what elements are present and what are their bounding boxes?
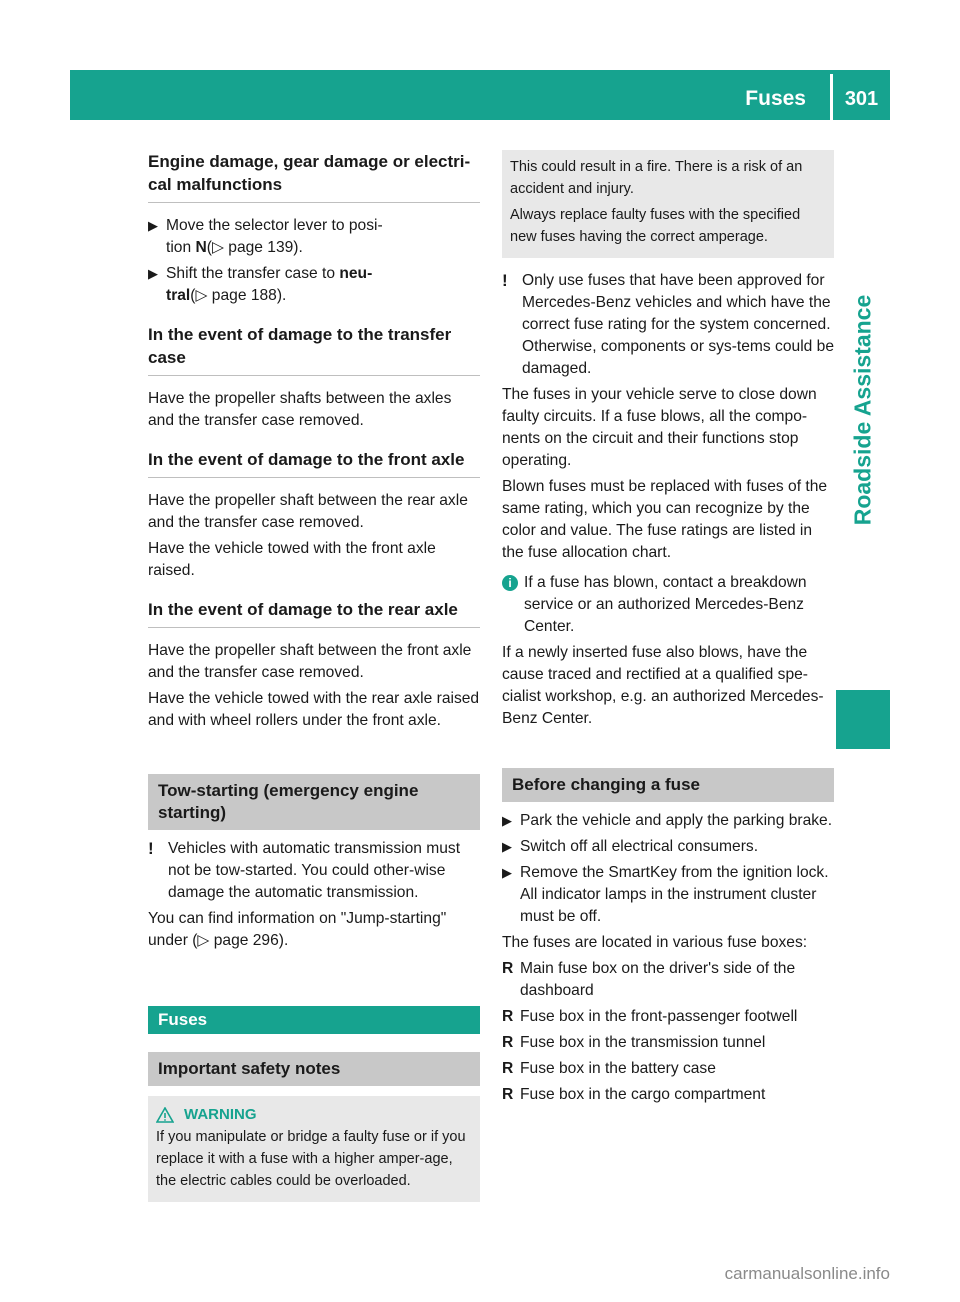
page-number: 301 (844, 88, 879, 110)
side-tab (836, 120, 890, 680)
step-text: Park the vehicle and apply the parking brake. (520, 812, 833, 829)
step-note: All indicator lamps in the instrument cluster must be off. (520, 886, 817, 925)
warning-text: This could result in a fire. There is a risk of an accident and injury. (510, 159, 803, 197)
step-bold: N (195, 239, 207, 256)
note-text: Only use fuses that have been approved for Mercedes-Benz vehicles and which have the correct fuse rating for the system concerned. Otherwise, components or sys-tems could be damaged. (522, 272, 835, 377)
paragraph: The fuses in your vehicle serve to close down faulty circuits. If a fuse blows, all the compo-nents on the circuit and their functions stop operating. (502, 386, 817, 469)
info-text: If a fuse has blown, contact a breakdown service or an authorized Mercedes-Benz Center. (524, 574, 807, 635)
step-bold: tral (166, 287, 191, 304)
section-before-changing: Before changing a fuse (502, 768, 834, 802)
fuse-box-list (502, 958, 834, 1106)
step-arrow-icon: ▶ (148, 266, 158, 281)
bullet-icon: R (502, 1008, 514, 1025)
warning-text: If you manipulate or bridge a faulty fuse or if you replace it with a fuse with a higher amper-age, the electric cables could be overloaded. (156, 1129, 466, 1189)
left-column (148, 150, 480, 1202)
list-item (502, 1032, 834, 1054)
warning-triangle-icon (156, 1107, 174, 1123)
side-tab-block (836, 690, 890, 749)
watermark: carmanualsonline.info (724, 1264, 890, 1283)
bullet-icon: R (502, 960, 514, 977)
note-text: Vehicles with automatic transmission must not be tow-started. You could other-wise damage the automatic transmission. (168, 840, 461, 901)
list-item-text: Fuse box in the cargo compartment (520, 1086, 766, 1103)
step-arrow-icon: ▶ (148, 218, 158, 233)
step-text: Move the selector lever to posi- (166, 217, 383, 234)
warning-label: WARNING (184, 1106, 257, 1123)
paragraph: Have the propeller shaft between the rear axle and the transfer case removed. (148, 492, 468, 531)
section-tow-starting: Tow-starting (emergency engine starting) (148, 774, 480, 830)
warning-box (148, 1096, 480, 1202)
list-item-text: Fuse box in the battery case (520, 1060, 716, 1077)
paragraph: If a newly inserted fuse also blows, have the cause traced and rectified at a qualified spe-cialist workshop, e.g. an authorized Mercedes-Benz Center. (502, 644, 824, 727)
step-arrow-icon: ▶ (502, 865, 512, 880)
step-arrow-icon: ▶ (502, 839, 512, 854)
side-tab-label: Roadside Assistance (849, 294, 876, 526)
step-remove-key (502, 862, 834, 928)
step-arrow-icon: ▶ (502, 813, 512, 828)
paragraph: Have the propeller shaft between the front axle and the transfer case removed. (148, 642, 472, 681)
note-approved-fuses (502, 270, 834, 380)
bullet-icon: R (502, 1034, 514, 1051)
right-column (502, 150, 834, 1110)
paragraph: Have the vehicle towed with the front axle raised. (148, 540, 436, 579)
step-bold: neu- (339, 265, 373, 282)
page-ref-link[interactable]: (▷ page 139). (206, 239, 303, 256)
bullet-icon: R (502, 1060, 514, 1077)
step-park (502, 810, 834, 832)
step-text: Remove the SmartKey from the ignition lock. (520, 864, 829, 881)
warning-box-continued (502, 150, 834, 258)
list-item (502, 1084, 834, 1106)
list-item-text: Fuse box in the front-passenger footwell (520, 1008, 798, 1025)
heading-rear-axle: In the event of damage to the rear axle (148, 598, 480, 628)
header-title: Fuses (745, 87, 806, 110)
list-item (502, 958, 834, 1002)
note-tow-warning (148, 838, 480, 904)
warning-text: Always replace faulty fuses with the specified new fuses having the correct amperage. (510, 207, 801, 245)
section-fuses: Fuses (148, 1006, 480, 1034)
list-item (502, 1006, 834, 1028)
list-item-text: Fuse box in the transmission tunnel (520, 1034, 766, 1051)
step-text: tion (166, 239, 196, 256)
info-breakdown (502, 572, 834, 638)
list-item (502, 1058, 834, 1080)
bullet-icon: R (502, 1086, 514, 1103)
paragraph: Have the propeller shafts between the axles and the transfer case removed. (148, 390, 452, 429)
heading-transfer-case: In the event of damage to the transfer case (148, 323, 480, 376)
section-safety-notes: Important safety notes (148, 1052, 480, 1086)
warning-title (156, 1104, 472, 1126)
paragraph: You can find information on "Jump-starting" under (▷ page 296). (148, 910, 447, 949)
step-transfer-case (148, 263, 480, 307)
paragraph: Blown fuses must be replaced with fuses of the same rating, which you can recognize by the color and value. The fuse ratings are listed in the fuse allocation chart. (502, 478, 828, 561)
paragraph: The fuses are located in various fuse boxes: (502, 934, 808, 951)
exclamation-icon: ! (148, 839, 154, 858)
step-text: Switch off all electrical consumers. (520, 838, 759, 855)
step-selector-lever (148, 215, 480, 259)
page-ref-link[interactable]: (▷ page 188). (190, 287, 287, 304)
paragraph: Have the vehicle towed with the rear axle raised and with wheel rollers under the front axle. (148, 690, 480, 729)
header-bar (70, 70, 890, 120)
info-icon: i (502, 575, 518, 591)
step-switch-off (502, 836, 834, 858)
exclamation-icon: ! (502, 271, 508, 290)
step-text: Shift the transfer case to (166, 265, 340, 282)
list-item-text: Main fuse box on the driver's side of the dashboard (520, 960, 796, 999)
heading-front-axle: In the event of damage to the front axle (148, 448, 480, 478)
heading-engine-damage: Engine damage, gear damage or electri- cal malfunctions (148, 150, 480, 203)
